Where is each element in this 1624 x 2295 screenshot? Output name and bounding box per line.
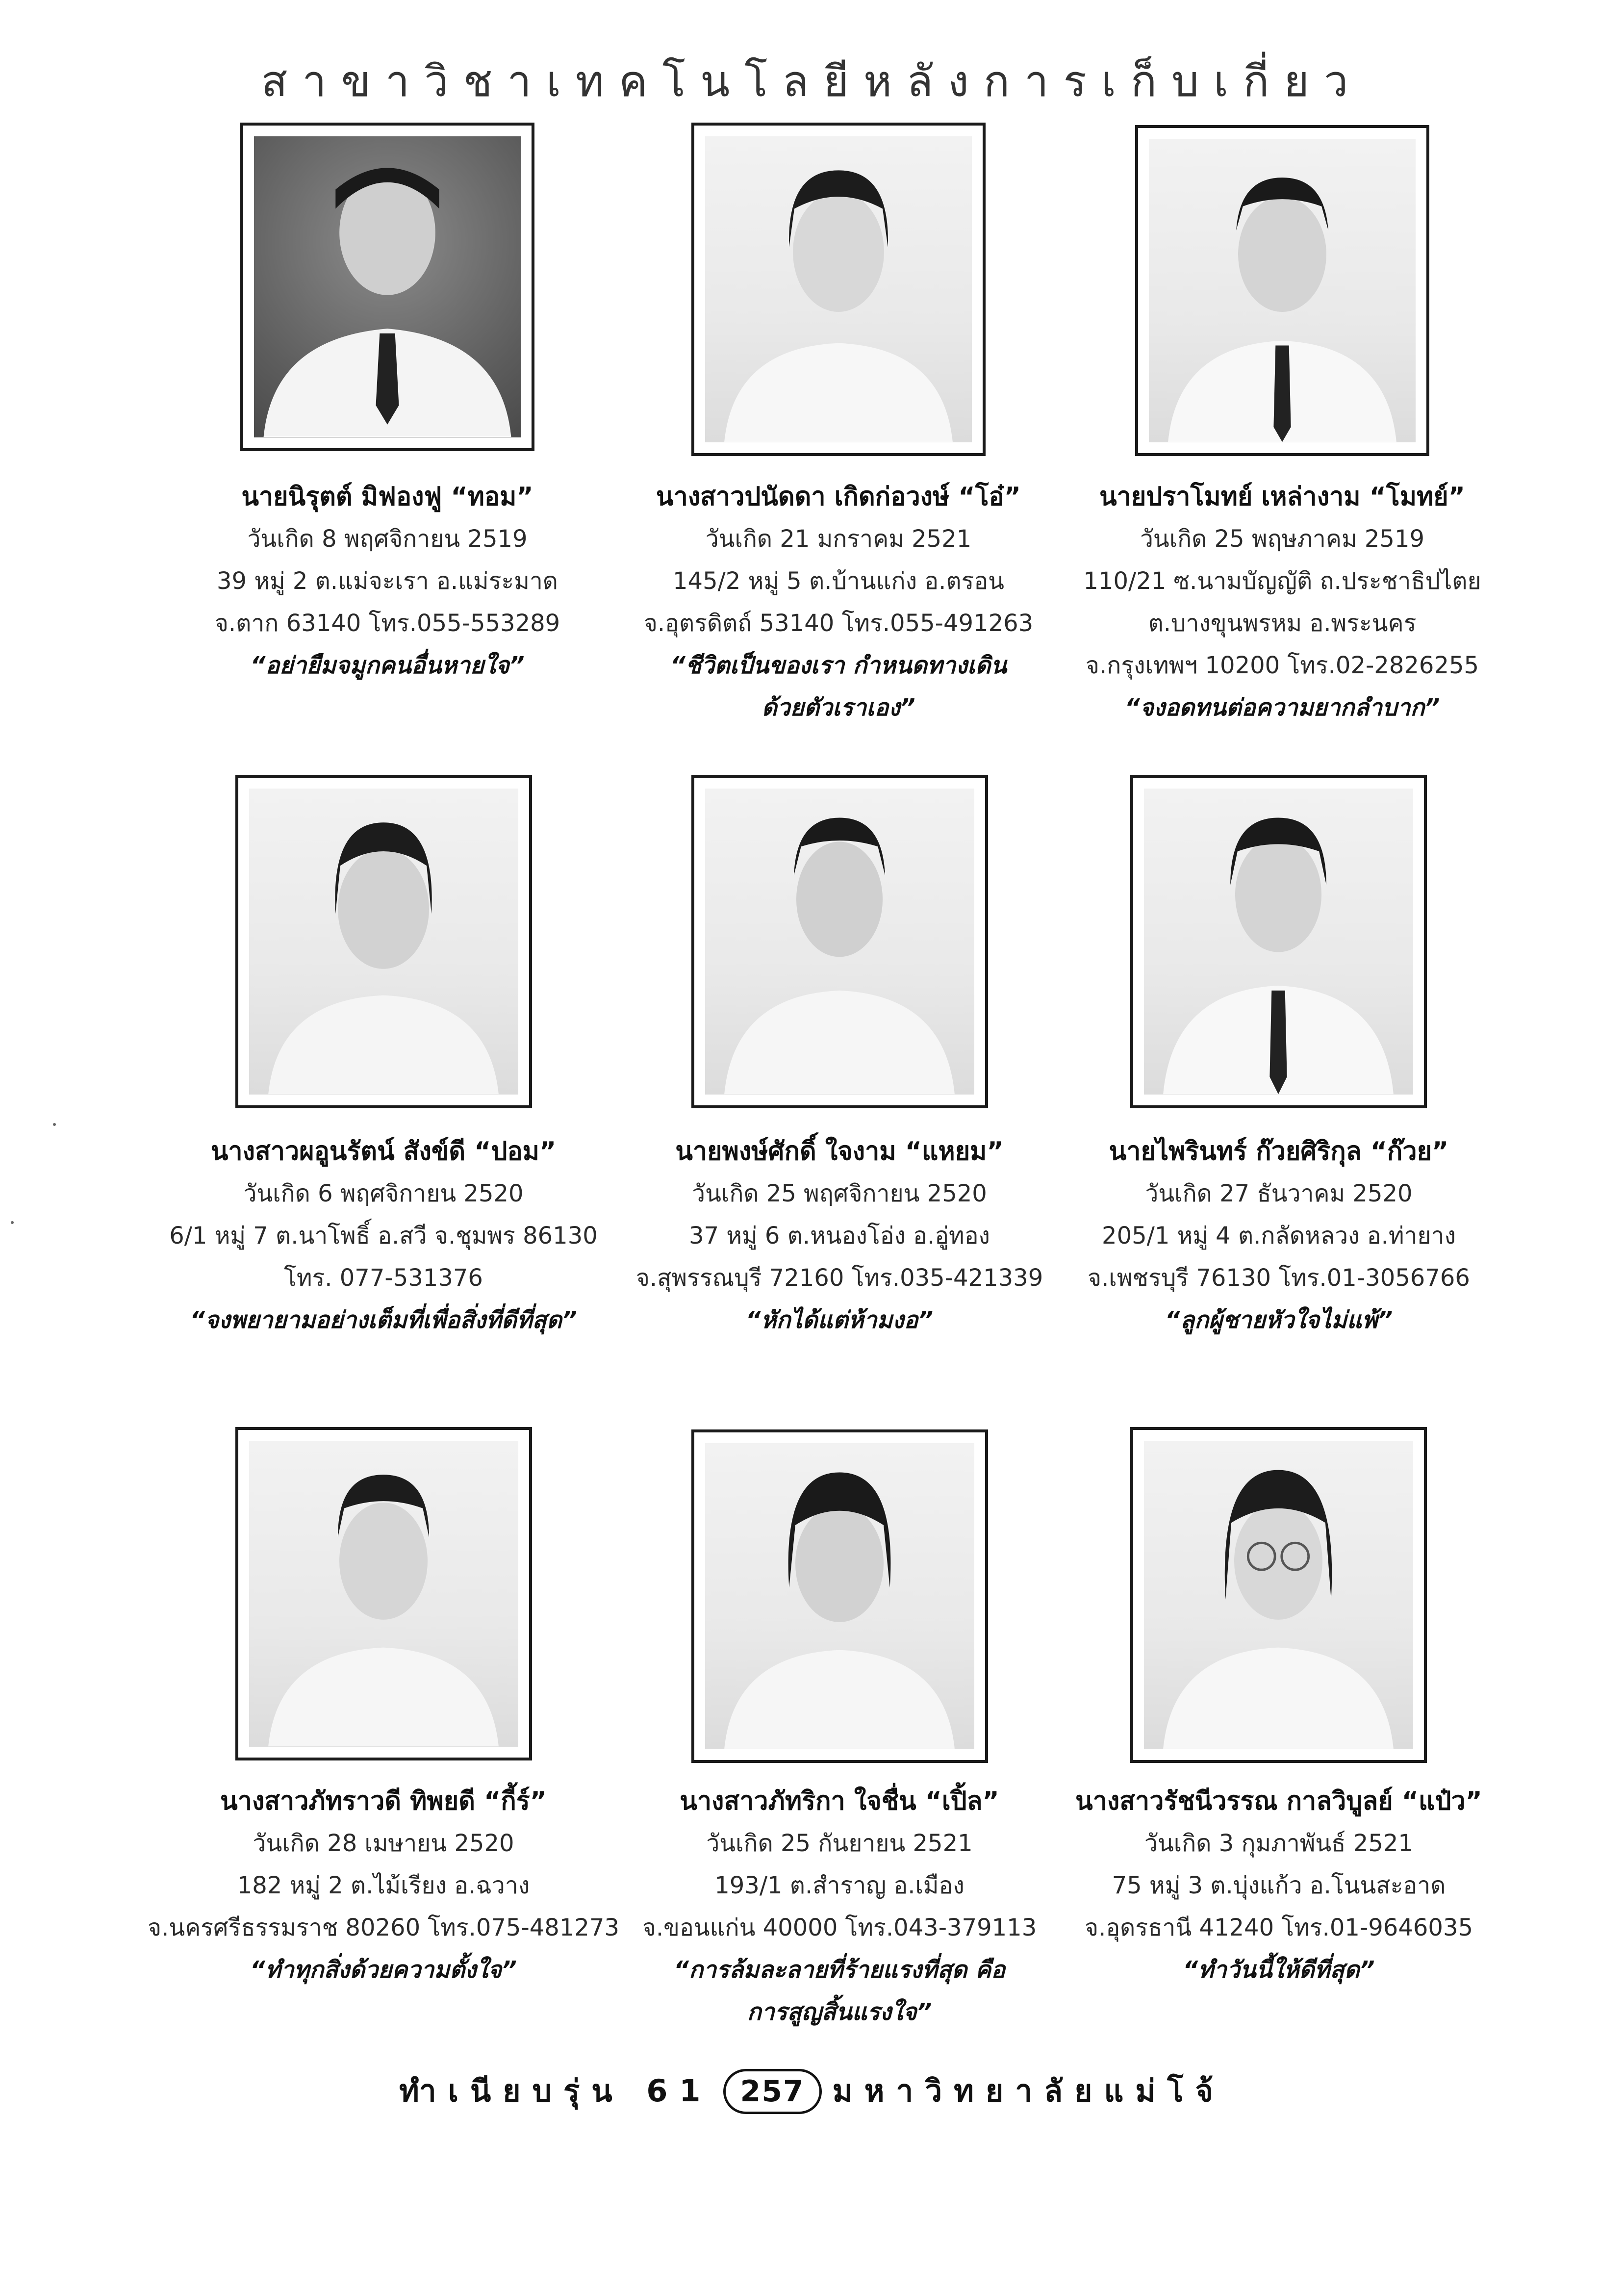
- person-address-line: 75 หมู่ 3 ต.บุ่งแก้ว อ.โนนสะอาด: [1112, 1872, 1446, 1899]
- footer-left-text: ทำเนียบรุ่น 61: [399, 2073, 712, 2109]
- person-name: นายพงษ์ศักดิ์ ใจงาม “แหยม”: [675, 1137, 1004, 1166]
- person-birthdate: วันเกิด 28 เมษายน 2520: [253, 1830, 514, 1857]
- person-address-line: 205/1 หมู่ 4 ต.กลัดหลวง อ.ท่ายาง: [1102, 1222, 1456, 1250]
- photo-frame: [235, 775, 532, 1108]
- person-info: [594, 1130, 1085, 1341]
- person-motto: “หักได้แต่ห้ามงอ”: [745, 1306, 934, 1334]
- portrait-photo-icon: [1149, 139, 1416, 442]
- person-motto: ด้วยตัวเราเอง”: [761, 694, 915, 721]
- person-address-line: จ.ตาก 63140 โทร.055-553289: [214, 610, 560, 637]
- page-footer: [0, 2067, 1624, 2115]
- portrait-photo-icon: [249, 1441, 518, 1747]
- person-birthdate: วันเกิด 25 กันยายน 2521: [706, 1830, 973, 1857]
- scan-speck: [11, 1221, 14, 1224]
- person-birthdate: วันเกิด 25 พฤษภาคม 2519: [1140, 525, 1425, 553]
- photo-frame: [1130, 775, 1427, 1108]
- photo-frame: [240, 123, 534, 451]
- person-info: [1037, 476, 1527, 729]
- person-motto: “อย่ายืมจมูกคนอื่นหายใจ”: [250, 652, 525, 679]
- footer-right-text: มหาวิทยาลัยแม่โจ้: [832, 2073, 1225, 2109]
- portrait-photo-icon: [1144, 1441, 1413, 1749]
- person-address-line: 110/21 ซ.นามบัญญัติ ถ.ประชาธิปไตย: [1083, 567, 1481, 595]
- photo-frame: [1130, 1427, 1427, 1763]
- person-name: นายนิรุตต์ มิฟองฟู “ทอม”: [241, 482, 533, 511]
- person-address-line: 39 หมู่ 2 ต.แม่จะเรา อ.แม่ระมาด: [217, 567, 558, 595]
- person-birthdate: วันเกิด 21 มกราคม 2521: [705, 525, 972, 553]
- photo-frame: [691, 775, 988, 1108]
- portrait-photo-icon: [705, 1443, 974, 1749]
- person-info: [1034, 1780, 1524, 1991]
- person-address-line: จ.นครศรีธรรมราช 80260 โทร.075-481273: [148, 1914, 619, 1941]
- photo-frame: [1135, 125, 1429, 456]
- portrait-photo-icon: [705, 789, 974, 1095]
- photo-frame: [235, 1427, 532, 1760]
- person-info: [138, 1780, 629, 1991]
- person-address-line: จ.ขอนแก่น 40000 โทร.043-379113: [642, 1914, 1037, 1941]
- portrait-photo-icon: [249, 789, 518, 1095]
- person-birthdate: วันเกิด 25 พฤศจิกายน 2520: [692, 1180, 987, 1207]
- person-motto: การสูญสิ้นแรงใจ”: [747, 1998, 932, 2026]
- person-name: นางสาวรัชนีวรรณ กาลวิบูลย์ “แป๋ว”: [1075, 1786, 1482, 1816]
- person-motto: “จงอดทนต่อความยากลำบาก”: [1124, 694, 1440, 721]
- person-birthdate: วันเกิด 8 พฤศจิกายน 2519: [247, 525, 528, 553]
- person-motto: “ชีวิตเป็นของเรา กำหนดทางเดิน: [670, 652, 1007, 679]
- person-name: นางสาวปนัดดา เกิดก่อวงษ์ “โอ๋”: [656, 482, 1021, 511]
- person-info: [1034, 1130, 1524, 1341]
- person-address-line: จ.อุตรดิตถ์ 53140 โทร.055-491263: [643, 610, 1034, 637]
- person-name: นายไพรินทร์ ก๊วยศิริกุล “ก๊วย”: [1109, 1137, 1449, 1166]
- person-address-line: 6/1 หมู่ 7 ต.นาโพธิ์ อ.สวี จ.ชุมพร 86130: [169, 1222, 598, 1250]
- person-motto: “ทำวันนี้ให้ดีที่สุด”: [1183, 1956, 1375, 1984]
- person-address-line: จ.เพชรบุรี 76130 โทร.01-3056766: [1088, 1264, 1470, 1292]
- person-motto: “การล้มละลายที่ร้ายแรงที่สุด คือ: [674, 1956, 1005, 1984]
- page-number: 257: [723, 2069, 822, 2114]
- person-address-line: ต.บางขุนพรหม อ.พระนคร: [1148, 610, 1417, 637]
- person-name: นางสาวผอูนรัตน์ สังข์ดี “ปอม”: [210, 1137, 557, 1166]
- person-address-line: จ.สุพรรณบุรี 72160 โทร.035-421339: [635, 1264, 1043, 1292]
- person-birthdate: วันเกิด 3 กุมภาพันธ์ 2521: [1144, 1830, 1413, 1857]
- person-address-line: 182 หมู่ 2 ต.ไม้เรียง อ.ฉวาง: [237, 1872, 530, 1899]
- photo-frame: [691, 123, 986, 456]
- photo-frame: [691, 1429, 988, 1763]
- person-name: นางสาวภัทราวดี ทิพยดี “กี้ร์”: [220, 1786, 547, 1816]
- person-motto: “ทำทุกสิ่งด้วยความตั้งใจ”: [250, 1956, 517, 1984]
- portrait-photo-icon: [254, 136, 521, 437]
- person-address-line: จ.กรุงเทพฯ 10200 โทร.02-2826255: [1085, 652, 1479, 679]
- person-address-line: โทร. 077-531376: [284, 1264, 483, 1292]
- person-address-line: 145/2 หมู่ 5 ต.บ้านแก่ง อ.ตรอน: [673, 567, 1004, 595]
- person-name: นายปราโมทย์ เหล่างาม “โมทย์”: [1099, 482, 1465, 511]
- person-birthdate: วันเกิด 27 ธันวาคม 2520: [1145, 1180, 1413, 1207]
- scan-speck: [53, 1123, 56, 1126]
- person-address-line: 37 หมู่ 6 ต.หนองโอ่ง อ.อู่ทอง: [689, 1222, 990, 1250]
- person-address-line: จ.อุดรธานี 41240 โทร.01-9646035: [1084, 1914, 1473, 1941]
- person-birthdate: วันเกิด 6 พฤศจิกายน 2520: [243, 1180, 524, 1207]
- portrait-photo-icon: [1144, 789, 1413, 1095]
- person-address-line: 193/1 ต.สำราญ อ.เมือง: [714, 1872, 964, 1899]
- person-info: [593, 476, 1084, 729]
- person-motto: “จงพยายามอย่างเต็มที่เพื่อสิ่งที่ดีที่สุด”: [190, 1306, 577, 1334]
- person-motto: “ลูกผู้ชายหัวใจไม่แพ้”: [1165, 1306, 1393, 1334]
- person-info: [594, 1780, 1085, 2033]
- person-info: [138, 1130, 629, 1341]
- person-info: [142, 476, 633, 687]
- person-name: นางสาวภัทริกา ใจชื่น “เปิ้ล”: [680, 1786, 999, 1816]
- portrait-photo-icon: [705, 136, 972, 442]
- page-heading: สาขาวิชาเทคโนโลยีหลังการเก็บเกี่ยว: [261, 56, 1363, 106]
